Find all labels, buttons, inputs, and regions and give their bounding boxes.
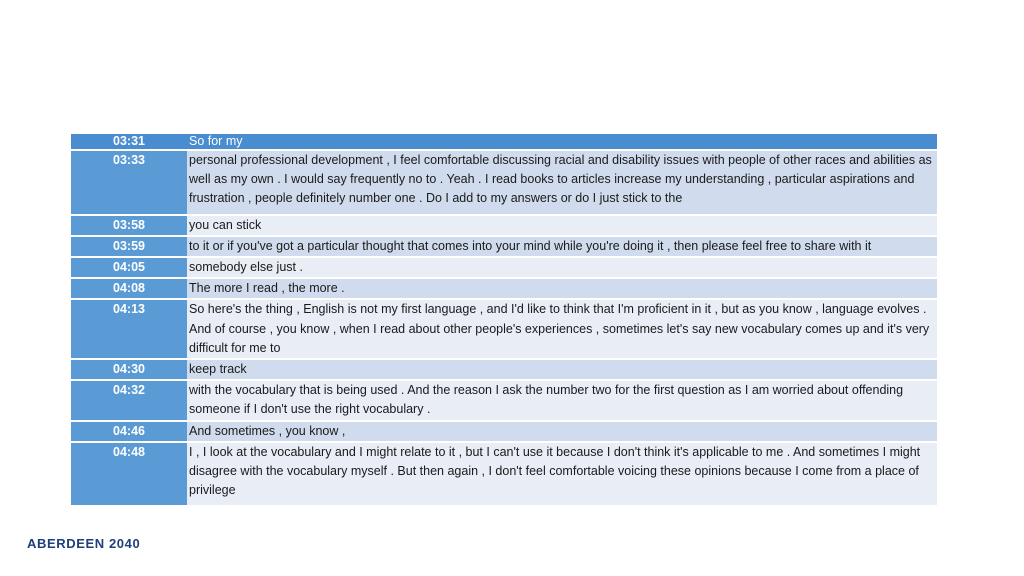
timestamp-cell: 04:48 <box>71 442 187 506</box>
table-row <box>71 278 937 299</box>
timestamp-cell: 04:13 <box>71 299 187 359</box>
transcript-text-cell: So here's the thing , English is not my first language , and I'd like to think that I'm proficient in it , but as you know , language evolves . And of course , you know , when I read about other people's experiences , sometimes let's say new vocabulary comes up and it's very difficult for me to <box>187 299 937 359</box>
table-row <box>71 380 937 420</box>
table-row <box>71 442 937 506</box>
transcript-text-cell: I , I look at the vocabulary and I might relate to it , but I can't use it because I don't think it's applicable to me . And sometimes I might disagree with the vocabulary myself . But then again , I don't feel comfortable voicing these opinions because I come from a place of privilege <box>187 442 937 506</box>
timestamp-cell: 03:33 <box>71 150 187 215</box>
timestamp-cell: 03:31 <box>71 134 187 150</box>
transcript-text-cell: personal professional development , I feel comfortable discussing racial and disability issues with people of other races and abilities as well as my own . I would say frequently no to . Yeah . I read books to articles increase my understanding , particular aspirations and frustration , people definitely number one . Do I add to my answers or do I just stick to the <box>187 150 937 215</box>
table-row <box>71 215 937 236</box>
transcript-text-cell: The more I read , the more . <box>187 278 937 299</box>
transcript-table <box>71 134 937 505</box>
timestamp-cell: 04:32 <box>71 380 187 420</box>
transcript-text-cell: you can stick <box>187 215 937 236</box>
table-row <box>71 134 937 150</box>
table-row <box>71 359 937 380</box>
transcript-text-cell: And sometimes , you know , <box>187 421 937 442</box>
table-row <box>71 236 937 257</box>
transcript-text-cell: to it or if you've got a particular thought that comes into your mind while you're doing it , then please feel free to share with it <box>187 236 937 257</box>
table-row <box>71 421 937 442</box>
timestamp-cell: 03:58 <box>71 215 187 236</box>
timestamp-cell: 03:59 <box>71 236 187 257</box>
table-row <box>71 257 937 278</box>
timestamp-cell: 04:30 <box>71 359 187 380</box>
timestamp-cell: 04:05 <box>71 257 187 278</box>
table-row <box>71 150 937 215</box>
transcript-text-cell: So for my <box>187 134 937 150</box>
transcript-text-cell: somebody else just . <box>187 257 937 278</box>
timestamp-cell: 04:46 <box>71 421 187 442</box>
timestamp-cell: 04:08 <box>71 278 187 299</box>
footer-brand: ABERDEEN 2040 <box>27 536 141 551</box>
transcript-text-cell: with the vocabulary that is being used . And the reason I ask the number two for the first question as I am worried about offending someone if I don't use the right vocabulary . <box>187 380 937 420</box>
table-row <box>71 299 937 359</box>
transcript-text-cell: keep track <box>187 359 937 380</box>
